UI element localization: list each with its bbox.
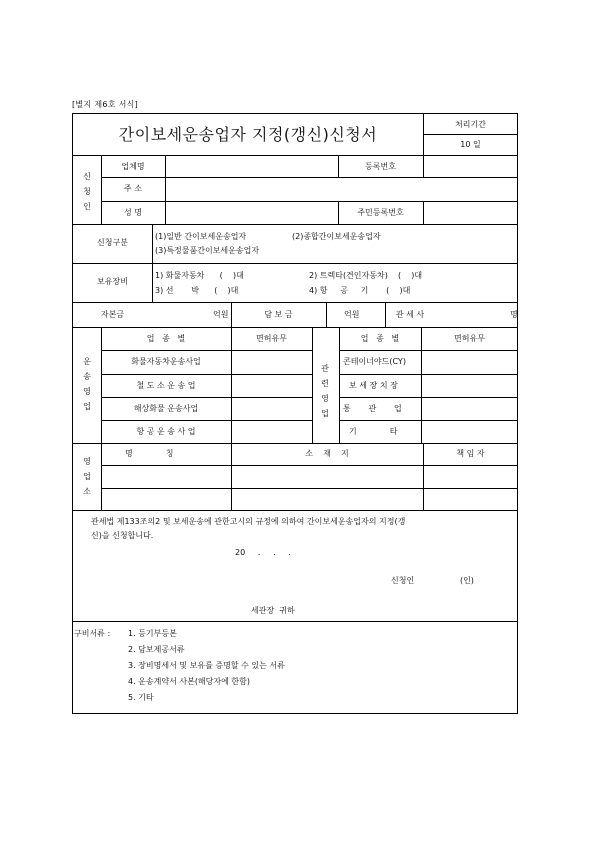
required-document-1: 1. 등기부등본 [128, 629, 177, 638]
business-item-air: 항 공 운 송 사 업 [136, 427, 196, 436]
applicant-side-label: 신 청 인 [83, 172, 91, 211]
required-document-5: 5. 기타 [128, 693, 154, 702]
equipment-label: 보유장비 [97, 277, 128, 286]
required-document-4: 4. 운송계약서 사본(해당자에 한함) [128, 677, 250, 686]
required-document-3: 3. 장비명세서 및 보유를 증명할 수 있는 서류 [128, 661, 285, 670]
application-type-general[interactable]: (1)일반 간이보세운송업자 [155, 232, 247, 241]
form-caption: [별지 제6호 서식] [72, 100, 139, 109]
processing-period-label: 처리기간 [455, 120, 486, 129]
company-name-label: 업체명 [121, 162, 145, 171]
form-title: 간이보세운송업자 지정(갱신)신청서 [118, 125, 378, 144]
address-label: 주 소 [124, 184, 142, 193]
declaration-applicant: 신청인 (인) [391, 576, 474, 585]
related-type-header: 업 종 별 [360, 334, 400, 343]
address-field[interactable] [169, 180, 514, 197]
collateral-unit: 억원 [344, 310, 360, 319]
capital-unit: 억원 [213, 310, 229, 319]
office-location-header: 소 재 지 [305, 449, 349, 458]
equipment-ships: 3) 선 박 ( )대 [155, 286, 239, 295]
name-field[interactable] [169, 204, 334, 221]
related-item-other: 기 타 [349, 427, 398, 436]
business-item-rail: 철 도 소 운 송 업 [136, 381, 196, 390]
application-form [72, 113, 518, 714]
related-license-header: 면허유무 [454, 334, 485, 343]
application-type-label: 신청구분 [97, 238, 128, 247]
equipment-trucks: 1) 화물자동차 ( )대 [155, 271, 244, 280]
declaration-line-2: 신)을 신청합니다. [91, 531, 154, 540]
application-type-comprehensive[interactable]: (2)종합간이보세운송업자 [292, 232, 381, 241]
processing-period-value: 10 일 [460, 140, 481, 149]
related-item-container-yard: 콘테이너야드(CY) [343, 357, 406, 366]
transport-business-side-label: 운 송 영 업 [83, 357, 91, 411]
collateral-label: 담 보 금 [264, 310, 293, 319]
resident-number-label: 주민등록번호 [357, 208, 404, 217]
application-type-specific[interactable]: (3)특정물품간이보세운송업자 [155, 246, 260, 255]
equipment-aircraft: 4) 항 공 기 ( )대 [309, 286, 411, 295]
declaration-line-1: 관세법 제133조의2 및 보세운송에 관한고시의 규정에 의하여 간이보세운송업자의 지정(갱 [91, 517, 406, 526]
registration-number-label: 등록번호 [365, 162, 396, 171]
office-name-header: 명 칭 [125, 449, 174, 458]
customs-broker-label: 관 세 사 [395, 310, 425, 319]
customs-broker-unit: 명 [510, 310, 518, 319]
equipment-tractors: 2) 트렉타(견인자동차) ( )대 [309, 271, 423, 280]
required-documents-label: 구비서류 : [74, 629, 111, 638]
office-side-label: 영 업 소 [83, 457, 91, 496]
license-header: 면허유무 [256, 334, 287, 343]
business-item-maritime: 해상화물 운송사업 [133, 404, 199, 413]
resident-number-field[interactable] [427, 204, 515, 221]
required-document-2: 2. 담보제공서류 [128, 645, 185, 654]
capital-label: 자본금 [100, 310, 125, 319]
related-business-side-label: 관 련 영 업 [321, 364, 329, 418]
business-item-trucking: 화물자동차운송사업 [131, 357, 201, 366]
business-type-header: 업 종 별 [146, 334, 186, 343]
related-item-bonded-storage: 보 세 장 치 장 [349, 381, 398, 390]
company-name-field[interactable] [169, 158, 334, 174]
addressee: 세관장 귀하 [251, 606, 295, 615]
office-manager-header: 책 임 자 [456, 449, 485, 458]
name-label: 성 명 [124, 208, 142, 217]
related-item-customs-clearance: 통 관 업 [343, 404, 402, 413]
declaration-date: 20 . . . [235, 548, 291, 557]
registration-number-field[interactable] [427, 158, 515, 174]
